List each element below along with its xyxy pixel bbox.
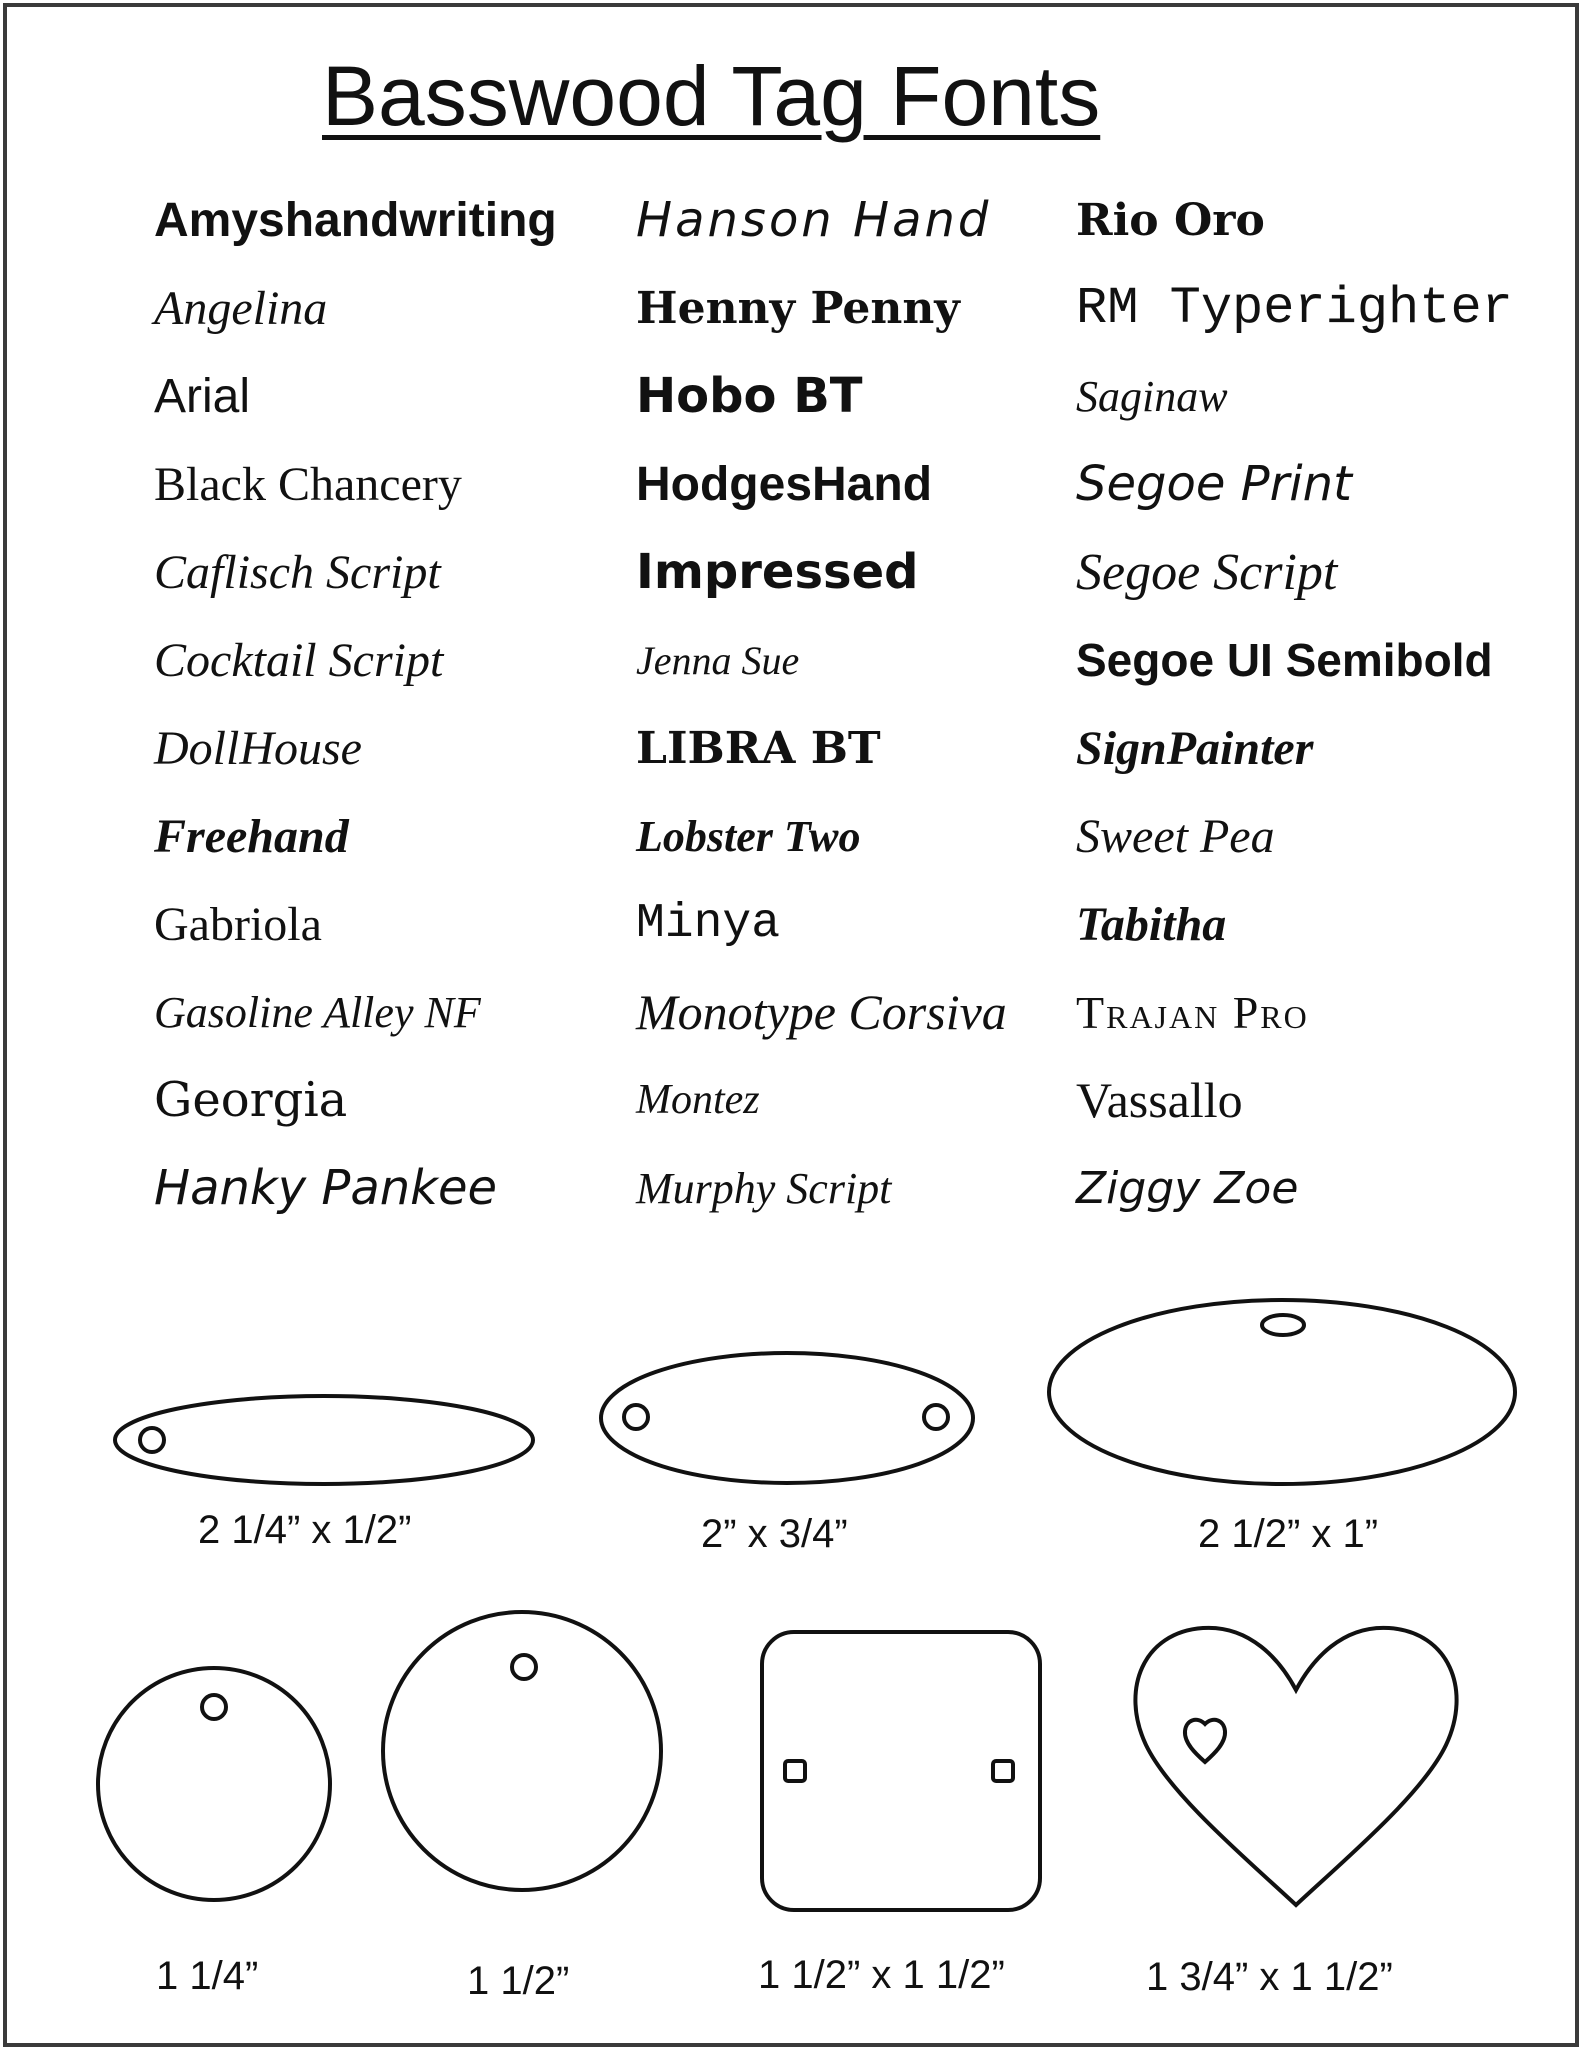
font-sample: LIBRA BT — [636, 722, 881, 774]
font-sample: Saginaw — [1076, 371, 1228, 421]
font-sample: Jenna Sue — [636, 637, 800, 683]
page-title: Basswood Tag Fonts — [322, 49, 1101, 143]
font-sample: Monotype Corsiva — [636, 984, 1007, 1040]
font-sample: Rio Oro — [1076, 194, 1265, 246]
font-sample: Hanky Pankee — [154, 1160, 498, 1216]
font-sample: Freehand — [154, 809, 349, 863]
font-sample: Montez — [636, 1077, 760, 1123]
font-sample: Ziggy Zoe — [1076, 1162, 1299, 1214]
font-sample: Tabitha — [1076, 897, 1227, 951]
font-sample: Hanson Hand — [636, 192, 992, 248]
oval-tag-medium — [601, 1353, 973, 1483]
font-sample: Gabriola — [154, 897, 322, 951]
heart-tag — [1135, 1628, 1456, 1905]
font-sample: Segoe Print — [1076, 456, 1352, 512]
font-sample: Georgia — [154, 1072, 348, 1128]
font-sample: Gasoline Alley NF — [154, 987, 481, 1037]
font-sample: Sweet Pea — [1076, 809, 1275, 863]
font-sample: HodgesHand — [636, 457, 933, 511]
font-sample: Arial — [154, 369, 251, 423]
oval-tag-small — [115, 1396, 533, 1484]
font-sample: Cocktail Script — [154, 633, 444, 687]
font-sample: Trajan Pro — [1076, 986, 1309, 1038]
font-sample: Angelina — [154, 281, 328, 335]
tag-size-label: 1 1/2” x 1 1/2” — [758, 1953, 1005, 1997]
font-sample: Caflisch Script — [154, 545, 441, 599]
font-sample: Murphy Script — [636, 1163, 892, 1213]
tag-size-label: 1 3/4” x 1 1/2” — [1146, 1955, 1393, 1999]
font-sample: SignPainter — [1076, 721, 1314, 775]
font-sample: DollHouse — [154, 721, 362, 775]
font-sample: Hobo BT — [636, 368, 863, 424]
oval-tag-large — [1049, 1300, 1515, 1484]
font-sample: Henny Penny — [636, 282, 960, 334]
font-sample: RM Typerighter — [1076, 278, 1513, 338]
heart-icon — [1185, 1720, 1225, 1762]
tag-size-label: 1 1/2” — [467, 1959, 570, 2003]
font-sample: Impressed — [636, 544, 919, 600]
square-tag — [762, 1632, 1040, 1910]
font-sample: Minya — [636, 897, 781, 951]
tag-size-label: 2” x 3/4” — [701, 1512, 848, 1556]
circle-tag-large — [383, 1612, 661, 1890]
font-sample: Vassallo — [1076, 1072, 1243, 1128]
font-sample: Amyshandwriting — [154, 193, 557, 247]
font-sample: Segoe Script — [1076, 543, 1338, 601]
circle-tag-small — [98, 1668, 330, 1900]
tag-size-label: 1 1/4” — [156, 1954, 259, 1998]
font-sample: Lobster Two — [636, 811, 861, 861]
tag-size-label: 2 1/4” x 1/2” — [198, 1508, 412, 1552]
font-sample: Black Chancery — [154, 457, 462, 511]
font-sample: Segoe UI Semibold — [1076, 634, 1493, 686]
tag-size-label: 2 1/2” x 1” — [1198, 1512, 1379, 1556]
